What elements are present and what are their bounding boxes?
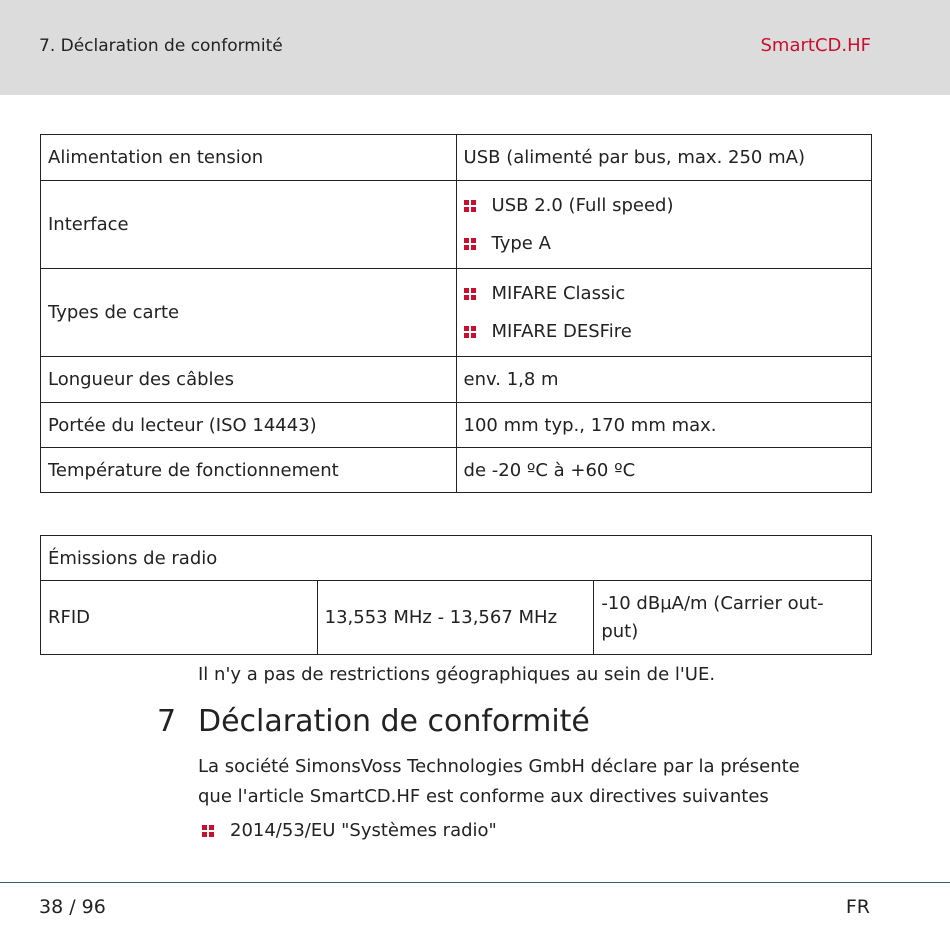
table-row xyxy=(41,135,872,181)
header-section-title: 7. Déclaration de conformité xyxy=(39,36,283,56)
paragraph-line: La société SimonsVoss Technologies GmbH déclare par la présente xyxy=(198,756,800,777)
radio-output xyxy=(594,581,872,655)
radio-rfid-label: RFID xyxy=(41,581,318,655)
list-item xyxy=(464,313,871,351)
spec-label: Interface xyxy=(41,181,457,269)
spec-label: Portée du lecteur (ISO 14443) xyxy=(41,403,457,448)
spec-value-list xyxy=(456,181,871,269)
table-row xyxy=(41,269,872,357)
radio-output-line: -10 dBµA/m (Carrier out- xyxy=(601,592,824,614)
list-item-text: MIFARE Classic xyxy=(491,283,626,304)
section-number: 7 xyxy=(157,704,177,739)
header-product-name: SmartCD.HF xyxy=(760,35,871,56)
page-header xyxy=(0,0,950,95)
directive-item xyxy=(202,820,497,841)
table-row xyxy=(41,581,872,655)
language-code: FR xyxy=(845,896,870,918)
spec-label: Longueur des câbles xyxy=(41,357,457,403)
spec-label: Types de carte xyxy=(41,269,457,357)
bullet-icon xyxy=(464,326,476,338)
spec-label: Alimentation en tension xyxy=(41,135,457,181)
table-row xyxy=(41,448,872,493)
list-item xyxy=(464,187,871,225)
bullet-icon xyxy=(202,825,214,837)
table-row xyxy=(41,357,872,403)
list-item xyxy=(464,275,871,313)
spec-value: USB (alimenté par bus, max. 250 mA) xyxy=(456,135,871,181)
spec-value: 100 mm typ., 170 mm max. xyxy=(456,403,871,448)
bullet-icon xyxy=(464,238,476,250)
section-title: Déclaration de conformité xyxy=(198,704,590,739)
directive-text: 2014/53/EU "Systèmes radio" xyxy=(230,820,497,841)
radio-title: Émissions de radio xyxy=(41,536,872,581)
page-number: 38 / 96 xyxy=(39,896,106,918)
footer-divider xyxy=(0,882,950,883)
list-item-text: USB 2.0 (Full speed) xyxy=(491,195,674,216)
spec-label: Température de fonctionnement xyxy=(41,448,457,493)
radio-table xyxy=(40,535,872,655)
bullet-icon xyxy=(464,288,476,300)
list-item xyxy=(464,225,871,263)
specs-table xyxy=(40,134,872,493)
spec-value: de -20 ºC à +60 ºC xyxy=(456,448,871,493)
table-row xyxy=(41,536,872,581)
geo-note: Il n'y a pas de restrictions géographiques au sein de l'UE. xyxy=(198,664,716,685)
spec-value-list xyxy=(456,269,871,357)
radio-output-line: put) xyxy=(601,620,639,642)
list-item-text: Type A xyxy=(491,233,551,254)
section-paragraph xyxy=(198,752,858,812)
spec-value: env. 1,8 m xyxy=(456,357,871,403)
table-row xyxy=(41,403,872,448)
paragraph-line: que l'article SmartCD.HF est conforme aux directives suivantes xyxy=(198,786,769,807)
radio-frequency: 13,553 MHz - 13,567 MHz xyxy=(317,581,594,655)
bullet-icon xyxy=(464,200,476,212)
table-row xyxy=(41,181,872,269)
list-item-text: MIFARE DESFire xyxy=(491,321,632,342)
